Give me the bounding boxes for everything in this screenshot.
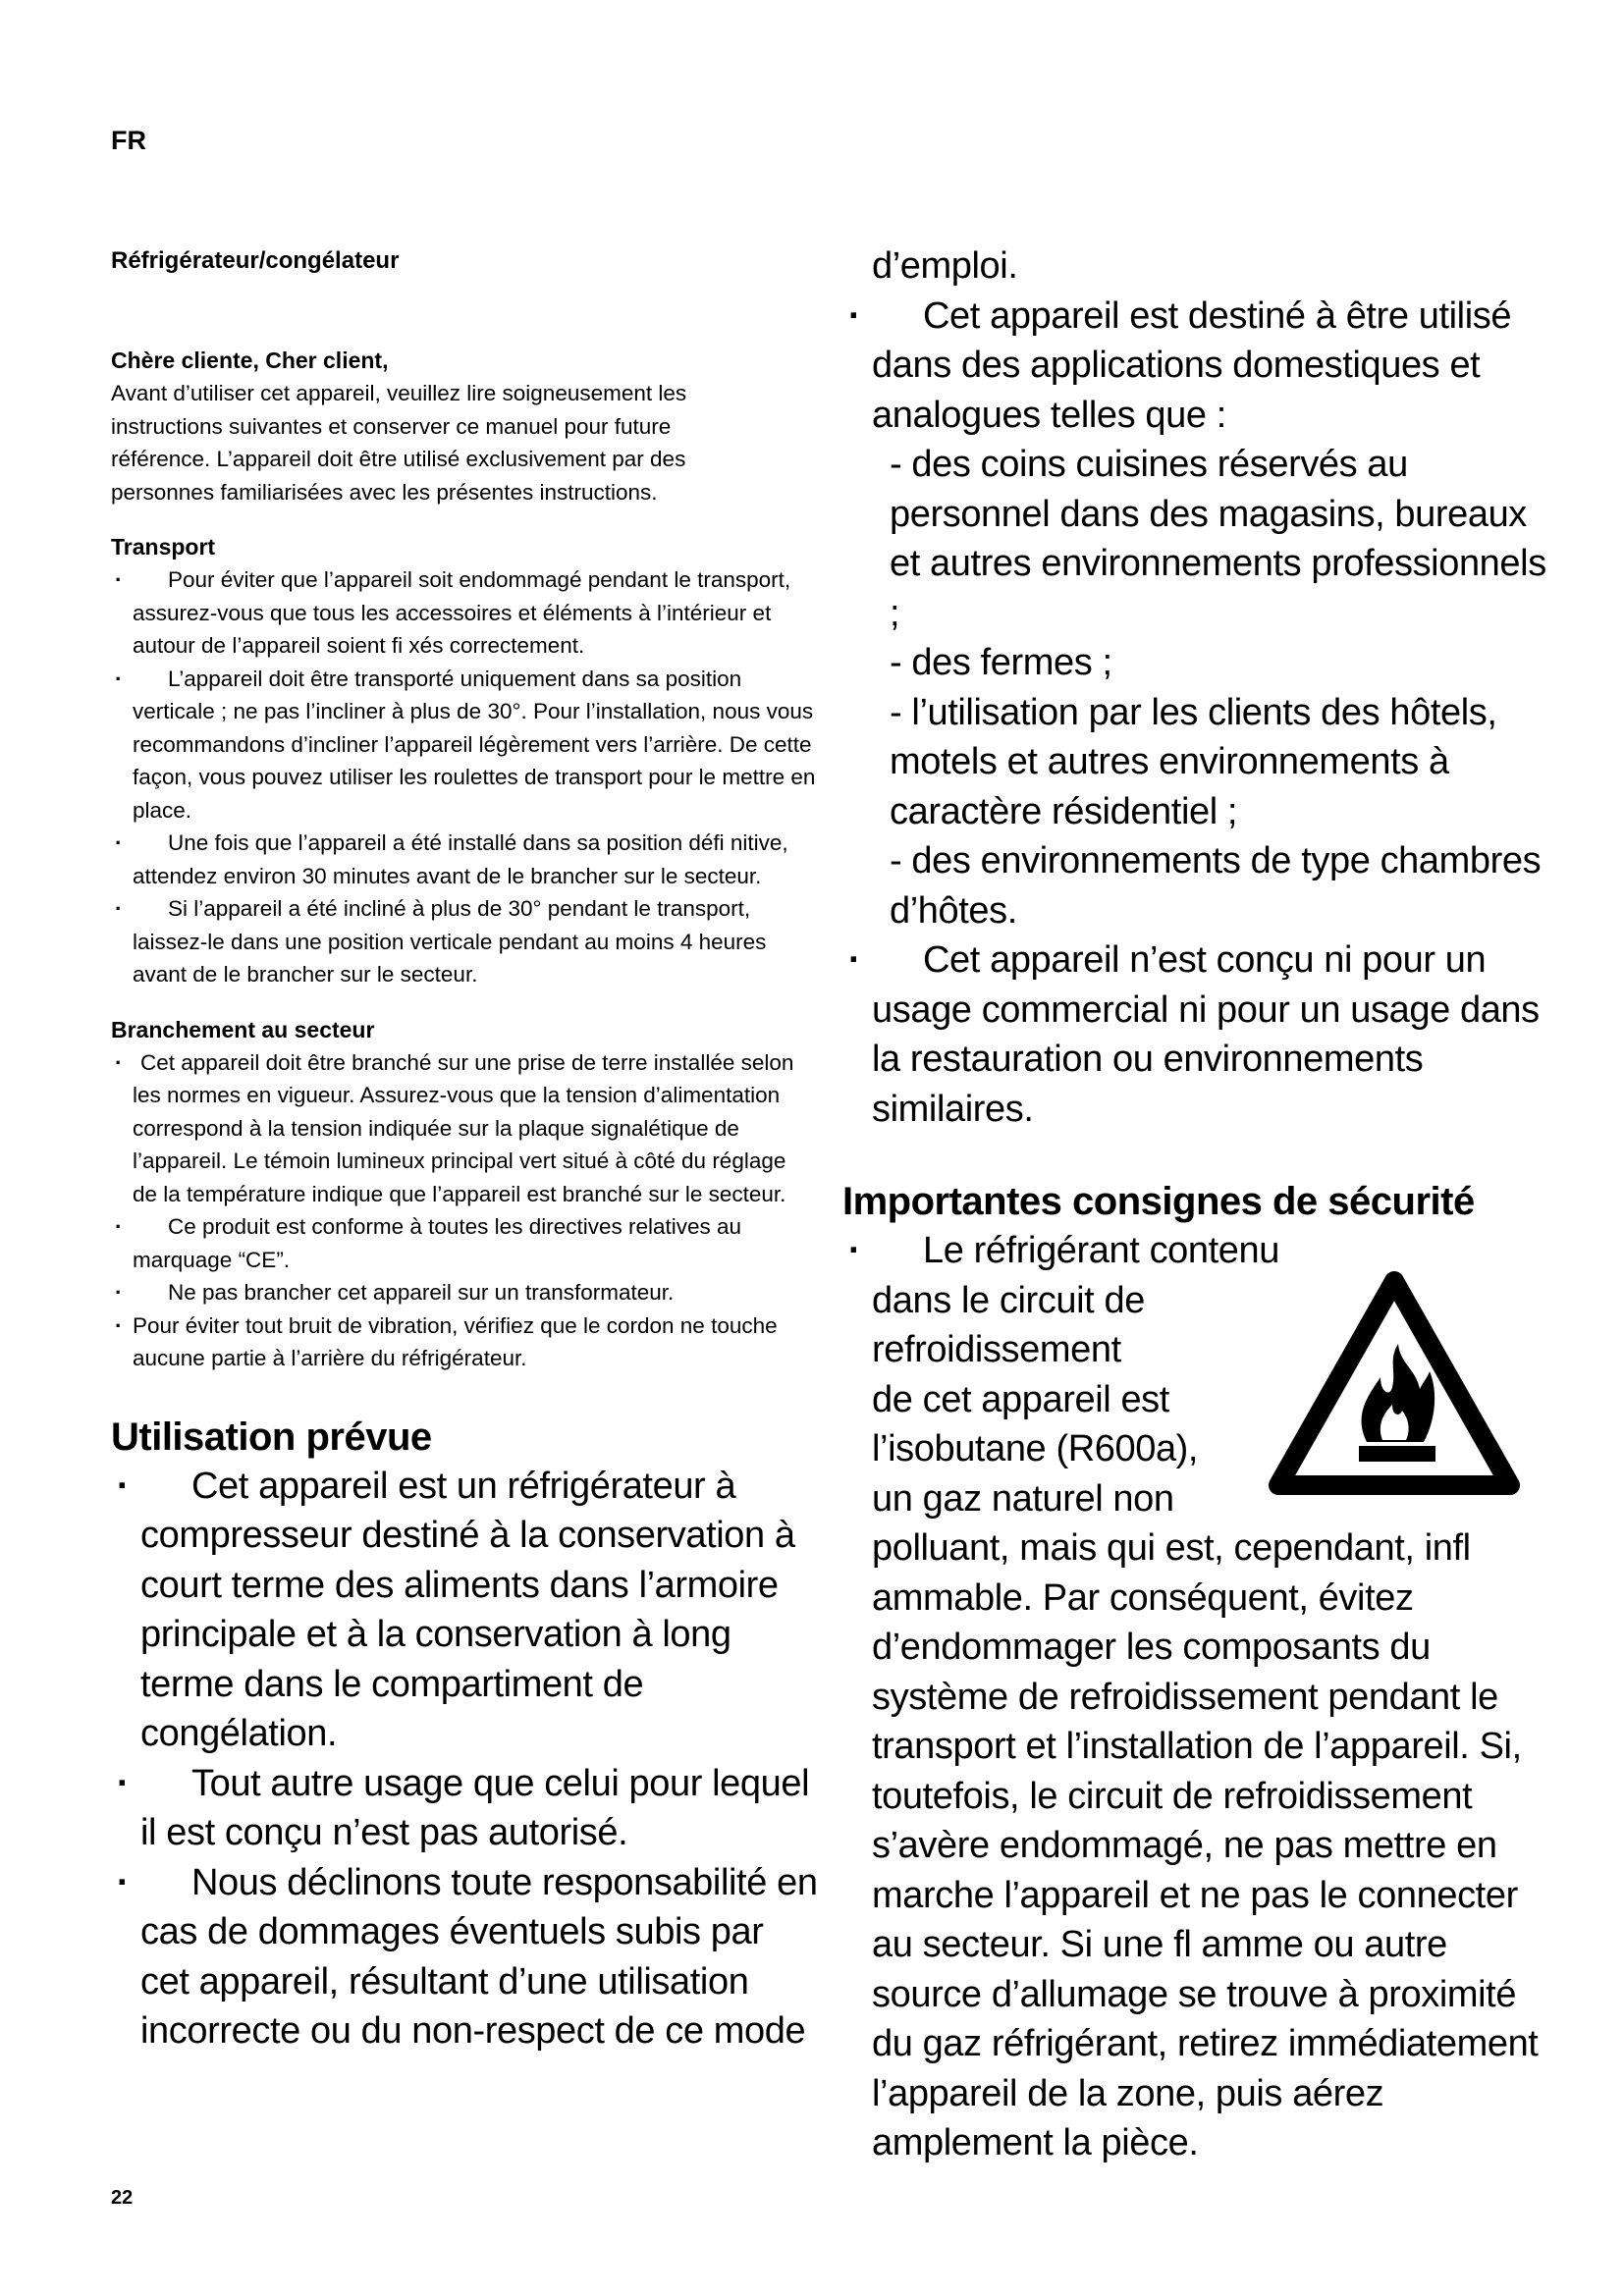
securite-text: polluant, mais qui est, cependant, infl ammable. Par conséquent, évitez d’endommager les composants du système de refroidissement pendant le transport et l’installation de l’appareil. Si, toutefois, le circuit de refroidissement s’avère endommagé, ne pas mettre en marche l’appareil et ne pas le connecter au secteur. Si une fl amme ou autre source d’allumage se trouve à proximité du gaz réfrigérant, retirez immédiatement l’appareil de la zone, puis aérez amplement la pièce. [872, 1527, 1539, 2163]
securite-line: Le réfrigérant contenu [923, 1230, 1279, 1271]
list-item: · Si l’appareil a été incliné à plus de 30° pendant le transport, laissez-le dans une position verticale pendant au moins 4 heures avant de le brancher sur le secteur. [111, 892, 818, 991]
list-item: · Cet appareil est destiné à être utilisé dans des applications domestiques et analogues telles que : [842, 292, 1549, 441]
list-item: · Pour éviter que l’appareil soit endommagé pendant le transport, assurez-vous que tous les accessoires et éléments à l’intérieur et autour de l’appareil soient fi xés correctement. [111, 563, 818, 663]
list-item: · Tout autre usage que celui pour lequel il est conçu n’est pas autorisé. [111, 1759, 818, 1858]
list-item: · Cet appareil n’est conçu ni pour un usage commercial ni pour un usage dans la restauration ou environnements similaires. [842, 935, 1549, 1134]
domestic-item: - des environnements de type chambres d’hôtes. [890, 840, 1542, 932]
document-title: Réfrigérateur/congélateur [111, 247, 400, 274]
domestic-item: - des fermes ; [890, 642, 1112, 683]
left-column [111, 241, 818, 2056]
list-item: · L’appareil doit être transporté uniquement dans sa position verticale ; ne pas l’incliner à plus de 30°. Pour l’installation, nous vous recommandons d’incliner l’appareil légèrement vers l’arrière. De cette façon, vous pouvez utiliser les roulettes de transport pour le mettre en place. [111, 663, 818, 828]
securite-line: dans le circuit de [872, 1279, 1145, 1321]
continuation-text: d’emploi. [872, 245, 1018, 287]
list-item: · Une fois que l’appareil a été installé dans sa position défi nitive, attendez environ 30 minutes avant de le brancher sur le secteur. [111, 827, 818, 892]
list-item: · Nous déclinons toute responsabilité en cas de dommages éventuels subis par cet appareil, résultant d’une utilisation incorrecte ou du non-respect de ce mode [111, 1858, 818, 2056]
list-item: · Ce produit est conforme à toutes les directives relatives au marquage “CE”. [111, 1210, 810, 1276]
securite-lines: · Le réfrigérant contenu dans le circuit de refroidissement de cet appareil est l’isobutane (R600a), un gaz naturel non [842, 1226, 1549, 1523]
branchement-title: Branchement au secteur [111, 1016, 375, 1042]
utilisation-list [111, 1462, 818, 2056]
securite-line: un gaz naturel non [872, 1477, 1174, 1520]
list-item: · Cet appareil est un réfrigérateur à compresseur destiné à la conservation à court terme des aliments dans l’armoire principale et à la conservation à long terme dans le compartiment de congélation. [111, 1462, 818, 1759]
page-number: 22 [111, 2187, 134, 2209]
list-item: · Cet appareil doit être branché sur une prise de terre installée selon les normes en vigueur. Assurez-vous que la tension d’alimentation correspond à la tension indiquée sur la plaque signalétique de l’appareil. Le témoin lumineux principal vert situé à côté du réglage de la température indique que l’appareil est branché sur le secteur. [111, 1046, 810, 1211]
branchement-list [111, 1046, 810, 1375]
transport-title: Transport [111, 534, 216, 560]
domestic-item: - des coins cuisines réservés au personnel dans des magasins, bureaux et autres environnements professionnels ; [890, 444, 1546, 634]
securite-line: l’isobutane (R600a), [872, 1428, 1199, 1469]
securite-block [842, 1226, 1549, 2168]
list-item: · Pour éviter tout bruit de vibration, vérifiez que le cordon ne touche aucune partie à l’arrière du réfrigérateur. [111, 1309, 810, 1375]
securite-line: de cet appareil est [872, 1378, 1169, 1420]
not-commercial-list [842, 935, 1549, 1134]
transport-list [111, 563, 818, 991]
domestic-list [842, 292, 1549, 441]
domestic-item: - l’utilisation par les clients des hôtels, motels et autres environnements à caractère résidentiel ; [890, 691, 1497, 832]
securite-line: refroidissement [872, 1329, 1121, 1370]
utilisation-title: Utilisation prévue [111, 1415, 432, 1459]
language-code: FR [111, 126, 146, 155]
greeting-title: Chère cliente, Cher client, [111, 347, 389, 373]
flammable-warning-icon [1267, 1267, 1522, 1499]
securite-title: Importantes consignes de sécurité [842, 1180, 1475, 1223]
right-column [842, 241, 1549, 2168]
domestic-sublist [842, 440, 1549, 935]
greeting-text: Avant d’utiliser cet appareil, veuillez lire soigneusement les instructions suivantes et conserver ce manuel pour future référence. L’appareil doit être utilisé exclusivement par des personnes familiarisées avec les présentes instructions. [111, 381, 687, 505]
list-item: · Ne pas brancher cet appareil sur un transformateur. [111, 1276, 810, 1309]
